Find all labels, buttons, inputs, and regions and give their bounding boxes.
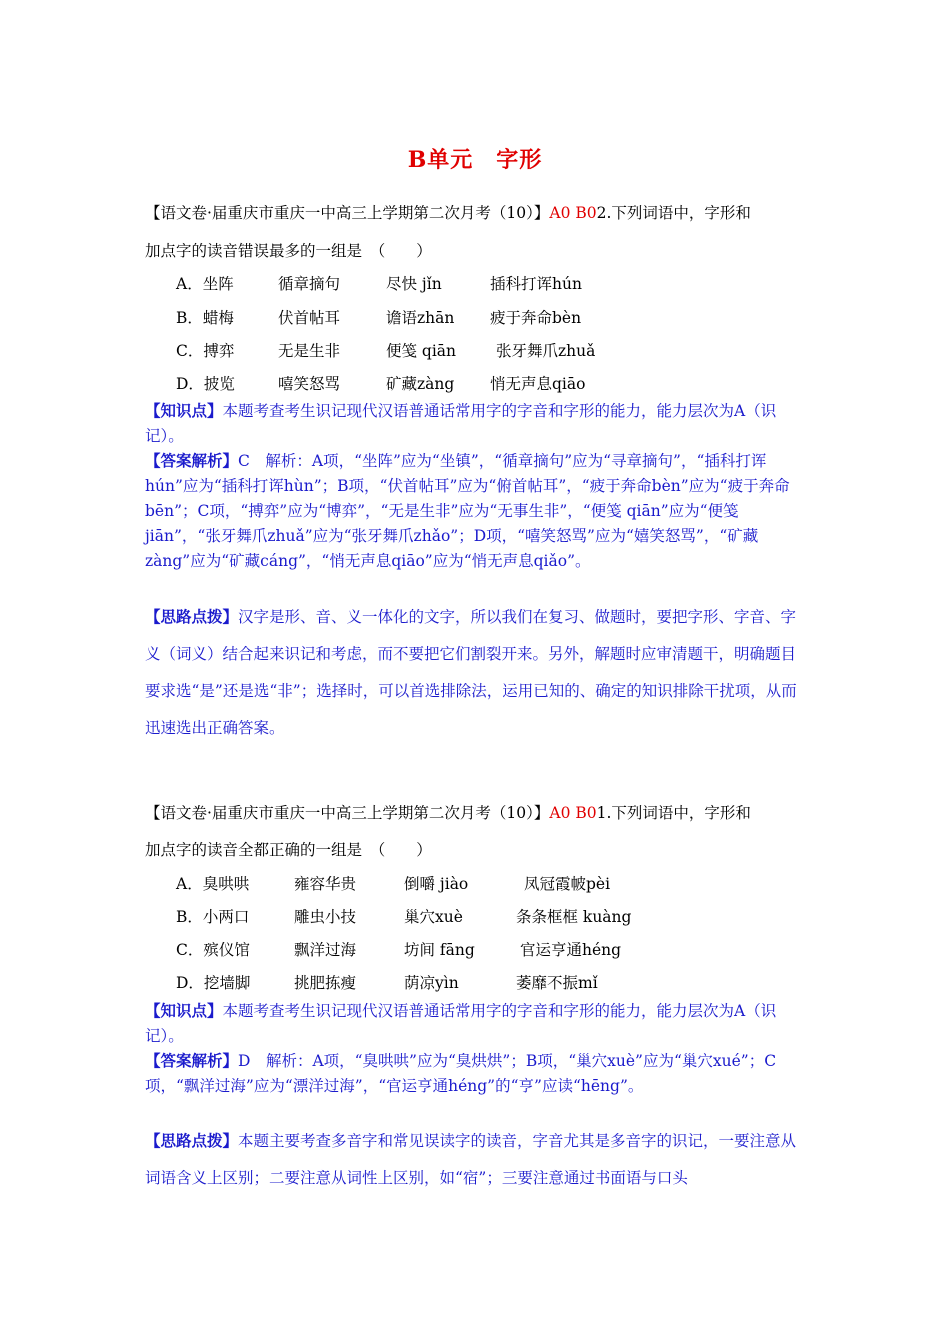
option-word: B．蜡梅 [176,309,234,327]
knowledge-point: 【知识点】本题考查考生识记现代汉语普通话常用字的字音和字形的能力，能力层次为A（识记）。 [145,401,777,445]
source-label: 【语文卷·届重庆市重庆一中高三上学期第二次月考（10）】 [145,804,550,822]
option-word: B．小两口 [176,908,250,926]
option-word: 循章摘句 [278,275,341,293]
option-word: 萎靡不振mǐ [516,974,598,992]
option-word: 张牙舞爪zhuǎ [496,342,596,360]
question-header [145,801,810,823]
option-word: D．披览 [176,375,235,393]
option-word: 坊间 fāng [404,941,475,959]
option-word: 悄无声息qiāo [490,375,586,393]
option-word: 挑肥拣瘦 [294,974,357,992]
answer-tag: 【答案解析】 [145,451,239,470]
option-word: 条条框框 kuàng [516,908,632,926]
option-word: 雍容华贵 [294,875,357,893]
option-word: 伏首帖耳 [278,309,341,327]
option-word: 荫凉yìn [404,974,459,992]
category-code: A0 B0 [549,204,597,222]
option-word: A．臭哄哄 [176,875,250,893]
option-word: 疲于奔命bèn [490,309,582,327]
solution-tip: 【思路点拨】本题主要考查多音字和常见误读字的读音，字音尤其是多音字的识记，一要注意从词语含义上区别；二要注意从词性上区别，如“宿”；三要注意通过书面语与口头 [145,1131,797,1187]
option-word: A．坐阵 [176,275,234,293]
option-word: C．搏弈 [176,342,235,360]
question-stem-line: 加点字的读音错误最多的一组是 （ ） [145,242,432,260]
question-stem: 1.下列词语中，字形和 [596,804,751,822]
option-word: 便笺 qiān [386,342,457,360]
option-word: 倒嚼 jiào [404,875,469,893]
category-code: A0 B0 [549,804,597,822]
solution-tip: 【思路点拨】汉字是形、音、义一体化的文字，所以我们在复习、做题时，要把字形、字音、字义（词义）结合起来识记和考虑，而不要把它们割裂开来。另外，解题时应审清题干，明确题目要求选“是”还是选“非”；选择时，可以首选排除法，运用已知的、确定的知识排除干扰项，从而迅速选出正确答案。 [145,607,797,737]
option-word: 嘻笑怒骂 [278,375,341,393]
option-word: 矿藏zàng [386,375,455,393]
option-word: 无是生非 [278,342,341,360]
section-title: B单元 字形 [407,147,543,173]
question-stem: 2.下列词语中，字形和 [596,204,751,222]
answer-explanation: 【答案解析】C 解析：A项，“坐阵”应为“坐镇”，“循章摘句”应为“寻章摘句”，“插科打诨hún”应为“插科打诨hùn”；B项，“伏首帖耳”应为“俯首帖耳”，“疲于奔命bèn”应为“疲于奔命bēn”；C项，“搏弈”应为“博弈”，“无是生非”应为“无事生非”，“便笺 qiān”应为“便笺jiān”，“张牙舞爪zhuǎ”应为“张牙舞爪zhǎo”；D项，“嘻笑怒骂”应为“嬉笑怒骂”，“矿藏zàng”应为“矿藏cáng”，“悄无声息qiāo”应为“悄无声息qiǎo”。 [145,451,790,570]
answer-tag: 【答案解析】 [145,1051,239,1070]
source-label: 【语文卷·届重庆市重庆一中高三上学期第二次月考（10）】 [145,204,550,222]
question-header [145,201,810,223]
answer-explanation: 【答案解析】D 解析：A项，“臭哄哄”应为“臭烘烘”；B项，“巢穴xuè”应为“巢穴xué”；C项，“飘洋过海”应为“漂洋过海”，“官运亨通héng”的“亨”应读“hēng”。 [145,1051,777,1095]
option-word: 凤冠霞帔pèi [524,875,611,893]
tip-tag: 【思路点拨】 [145,1131,239,1150]
option-word: 雕虫小技 [294,908,357,926]
option-word: 尽快 jǐn [386,275,442,293]
option-word: 巢穴xuè [404,908,463,926]
question-stem-line: 加点字的读音全都正确的一组是 （ ） [145,841,432,859]
tip-tag: 【思路点拨】 [145,607,239,626]
knowledge-point: 【知识点】本题考查考生识记现代汉语普通话常用字的字音和字形的能力，能力层次为A（识记）。 [145,1001,777,1045]
option-word: 插科打诨hún [490,275,582,293]
option-word: 谵语zhān [386,309,455,327]
option-word: C．殡仪馆 [176,941,250,959]
option-word: 飘洋过海 [294,941,357,959]
knowledge-tag: 【知识点】 [145,1001,223,1020]
option-word: D．挖墙脚 [176,974,251,992]
option-word: 官运亨通héng [520,941,622,959]
knowledge-tag: 【知识点】 [145,401,223,420]
